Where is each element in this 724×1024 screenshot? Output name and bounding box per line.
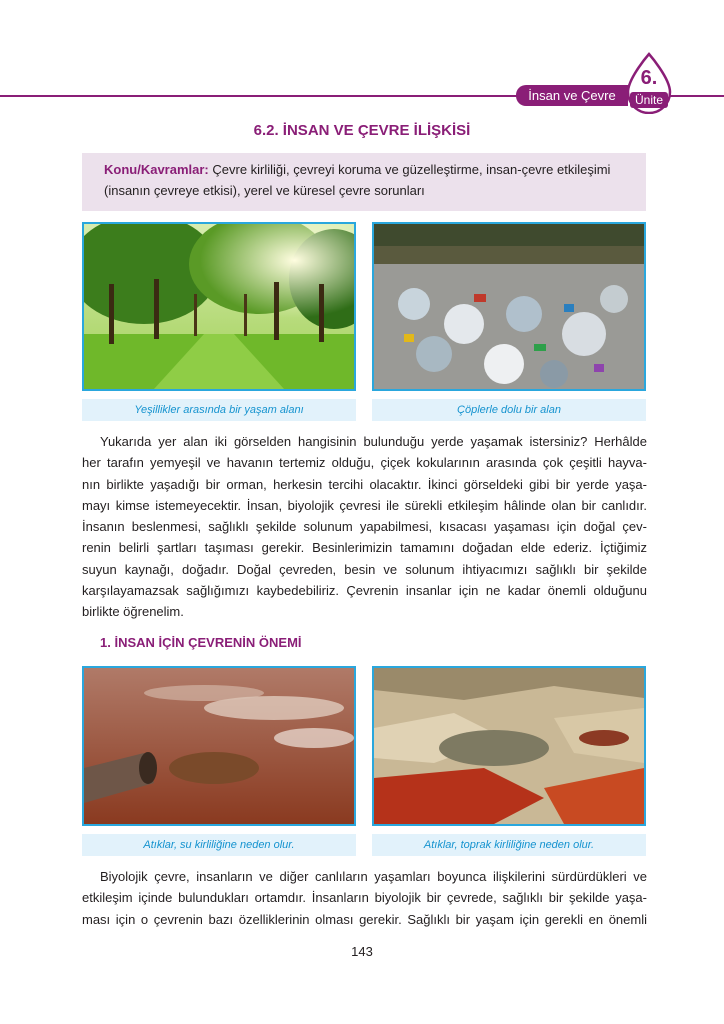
forest-caption: Yeşillikler arasında bir yaşam alanı	[82, 399, 356, 421]
concepts-box	[82, 153, 646, 211]
page-number: 143	[351, 944, 373, 959]
paragraph-1-line: her tarafın yemyeşil ve havanın tertemiz olduğu, çiçek kokularının arasında çok çeşitli hayva-	[82, 455, 647, 471]
concepts-line-1: Çevre kirliliği, çevreyi koruma ve güzelleştirme, insan-çevre etkileşimi	[212, 162, 611, 177]
paragraph-1-line: birlikte öğrenelim.	[82, 604, 184, 620]
concepts-line-2: (insanın çevreye etkisi), yerel ve küresel çevre sorunları	[104, 183, 425, 198]
paragraph-1-line: renin belirli şartları taşıması gerekir. Besinlerimizin tamamını doğadan elde ederiz. İçtiğimiz	[82, 540, 647, 556]
paragraph-1	[82, 431, 647, 623]
concepts-label: Konu/Kavramlar:	[104, 162, 209, 177]
water-pollution-caption: Atıklar, su kirliliğine neden olur.	[82, 834, 356, 856]
garbage-photo	[372, 222, 646, 391]
section-title: 6.2. İNSAN VE ÇEVRE İLİŞKİSİ	[253, 122, 471, 139]
paragraph-2	[82, 866, 647, 930]
unit-number: 6.	[640, 67, 658, 89]
paragraph-1-line: karşılayamazsak sağlığımızı kaybedebiliriz. Çevrenin insanlar için ne kadar önemli olduğunu	[82, 583, 647, 599]
paragraph-2-line: etkileşim içinde bulundukları ortamdır. İnsanların biyolojik bir çevrede, sağlıklı bir şekilde yaşa-	[82, 890, 647, 906]
paragraph-1-line: Yukarıda yer alan iki görselden hangisinin bulunduğu yerde yaşamak istersiniz? Herhâlde	[100, 434, 647, 449]
water-pollution-photo	[82, 666, 356, 826]
soil-pollution-photo	[372, 666, 646, 826]
paragraph-2-line: ması için o çevrenin bazı özelliklerinin olması gerekir. Sağlıklı bir yaşam için gerekli en önemli	[82, 911, 647, 927]
paragraph-1-line: suyun kaynağı, doğadır. Doğal çevreden, besin ve solunum ihtiyacımızı sağlıklı bir şekilde	[82, 561, 647, 577]
paragraph-1-line: mayı kimse istemeyecektir. İnsan, biyolojik çevresi ile sürekli etkileşim hâlinde olan bir canlıdır.	[82, 497, 647, 513]
unit-word: Ünite	[630, 92, 668, 108]
garbage-caption: Çöplerle dolu bir alan	[372, 399, 646, 421]
subheading: 1. İNSAN İÇİN ÇEVRENİN ÖNEMİ	[100, 635, 302, 650]
soil-pollution-caption: Atıklar, toprak kirliliğine neden olur.	[372, 834, 646, 856]
paragraph-1-line: İnsanın beslenmesi, sağlıklı şekilde solunum yapabilmesi, kısacası yaşaması için doğal çev-	[82, 519, 647, 535]
paragraph-2-line: Biyolojik çevre, insanların ve diğer canlıların yaşamları boyunca ilişkilerini sürdürdükleri ve	[100, 869, 647, 884]
paragraph-1-line: nın birlikte yaşadığı bir orman, herkesin tercihi olacaktır. İkinci görseldeki gibi bir yerde yaşa-	[82, 476, 647, 492]
forest-photo	[82, 222, 356, 391]
unit-title-tab: İnsan ve Çevre	[516, 85, 628, 106]
